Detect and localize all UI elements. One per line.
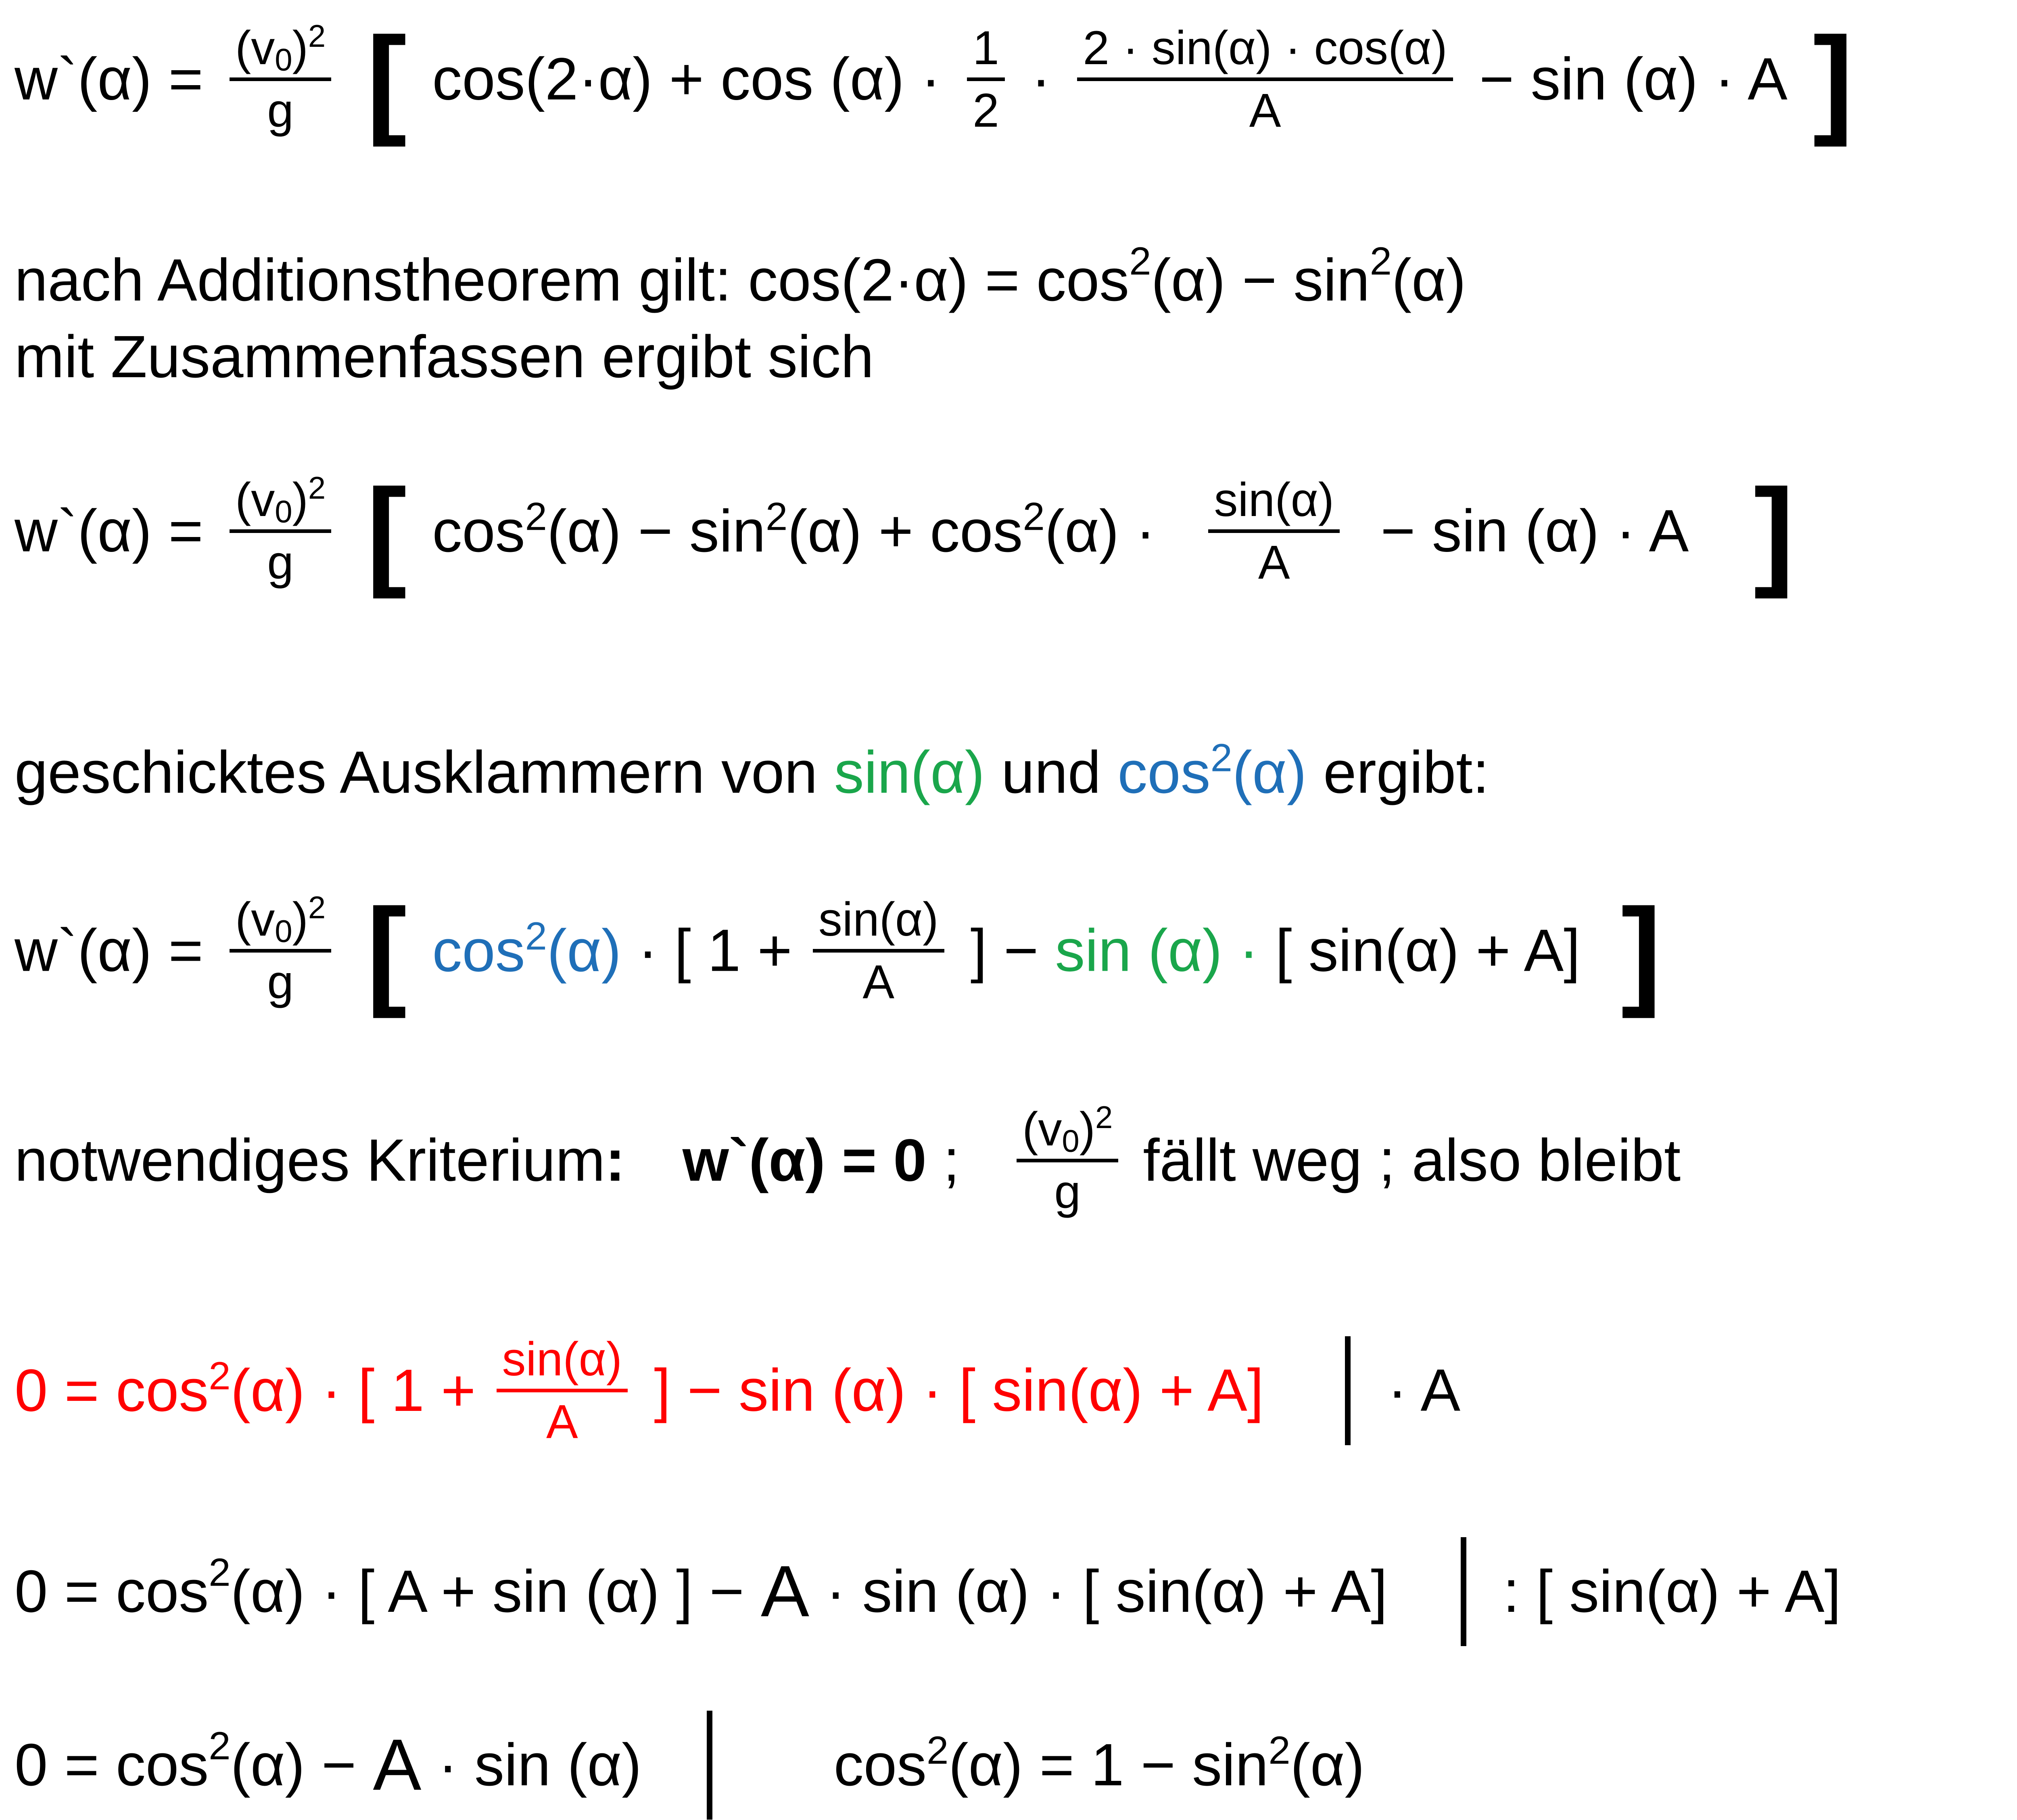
text2-sin-green: sin(α)	[834, 739, 985, 806]
eq4-operation: · A	[1387, 1357, 1461, 1424]
eq2-prefactor-fraction: $\frac{(v_0)^2}{g}$	[230, 476, 331, 586]
eq3-bracket-open: [	[366, 883, 407, 1019]
eq2-lhs: w`(α) =	[15, 497, 203, 564]
eq4-sin-fraction: $\frac{\sin(\alpha)}{A}$	[497, 1335, 628, 1446]
eq2-bracket-open: [	[366, 463, 407, 599]
eq5-operation: : [ sin(α) + A]	[1503, 1558, 1841, 1625]
eq2-sin-fraction: $\frac{\sin(\alpha)}{A}$	[1208, 476, 1340, 586]
eq1-sincos-fraction: $\frac{2 \cdot \sin(\alpha) \cdot \cos(\alpha)}{A}$	[1077, 24, 1453, 134]
eq2-terms: $\cos^2(\alpha) - \sin^2(\alpha) + \cos^2(\alpha)$ ·	[432, 494, 1156, 564]
eq1-half-fraction: $\frac{1}{2}$	[967, 24, 1005, 134]
eq1-dot: ·	[1031, 46, 1051, 113]
text-ausklammern: geschicktes Ausklammern von sin(α) und $\cos^2(\alpha)$ ergibt:	[15, 736, 1489, 806]
eq1-lhs: w`(α) =	[15, 46, 203, 113]
eq5-divider	[1461, 1537, 1466, 1646]
text-notwendiges-kriterium: notwendiges Kriterium: w`(α) = 0 ; $\frac{(v_0)^2}{g}$ fällt weg ; also bleibt	[15, 1100, 1681, 1218]
eq1-bracket-close: ]	[1813, 11, 1854, 147]
equation-1	[15, 11, 1862, 147]
eq1-term-1: cos(2·α) + cos (α) ·	[432, 46, 941, 113]
text2-cos2-blue: $\cos^2(\alpha)$	[1117, 736, 1307, 806]
eq3-lhs: w`(α) =	[15, 917, 203, 984]
eq6-divider	[707, 1711, 712, 1820]
eq3-cos2-blue: $\cos^2(\alpha)$	[432, 913, 622, 984]
eq1-term-2: − sin (α) · A	[1479, 46, 1787, 113]
equation-2	[15, 463, 1803, 599]
text-zusammenfassen: mit Zusammenfassen ergibt sich	[15, 323, 874, 390]
eq3-bracket-close: ]	[1621, 883, 1662, 1019]
equation-5: $0 = \cos^2(\alpha)$ · [ A + sin (α) ] − A · sin (α) · [ sin(α) + A] : [ sin(α) + A]	[15, 1537, 1841, 1646]
eq1-bracket-open: [	[366, 11, 407, 147]
eq2-bracket-close: ]	[1754, 463, 1794, 599]
eq3-prefactor-fraction: $\frac{(v_0)^2}{g}$	[230, 896, 331, 1006]
eq6-operation: $\cos^2(\alpha) = 1 - \sin^2(\alpha)$	[833, 1728, 1365, 1798]
equation-4-red: $0 = \cos^2(\alpha)$ · [ 1 + $\frac{\sin(\alpha)}{A}$ ] − sin (α) · [ sin(α) + A] · A	[15, 1333, 1461, 1448]
eq3-sin-green: sin (α) ·	[1055, 917, 1259, 984]
equation-6: $0 = \cos^2(\alpha) - A \cdot \sin (\alpha) \cos^2(\alpha) = 1 - \sin^2(\alpha)$	[15, 1711, 1365, 1820]
eq2-term-2: − sin (α) · A	[1380, 497, 1689, 564]
eq1-prefactor-fraction: $\frac{(v_0)^2}{g}$	[230, 24, 331, 134]
text3-prefactor-fraction: $\frac{(v_0)^2}{g}$	[1017, 1105, 1118, 1216]
eq3-sin-fraction: $\frac{\sin(\alpha)}{A}$	[813, 896, 944, 1006]
eq4-divider	[1345, 1336, 1351, 1445]
criterion-bold: w`(α) = 0	[682, 1127, 927, 1194]
equation-3: w`(α) = $\frac{(v_0)^2}{g}$ [ $\cos^2(\alpha)$ · [ 1 + $\frac{\sin(\alpha)}{A}$ ] − sin (α) · [ sin(α) + A] ]	[15, 883, 1662, 1019]
text-addition-theorem: nach Additionstheorem gilt: $\cos(2\cdot\alpha) = \cos^2(\alpha) - \sin^2(\alpha)$	[15, 239, 1466, 313]
